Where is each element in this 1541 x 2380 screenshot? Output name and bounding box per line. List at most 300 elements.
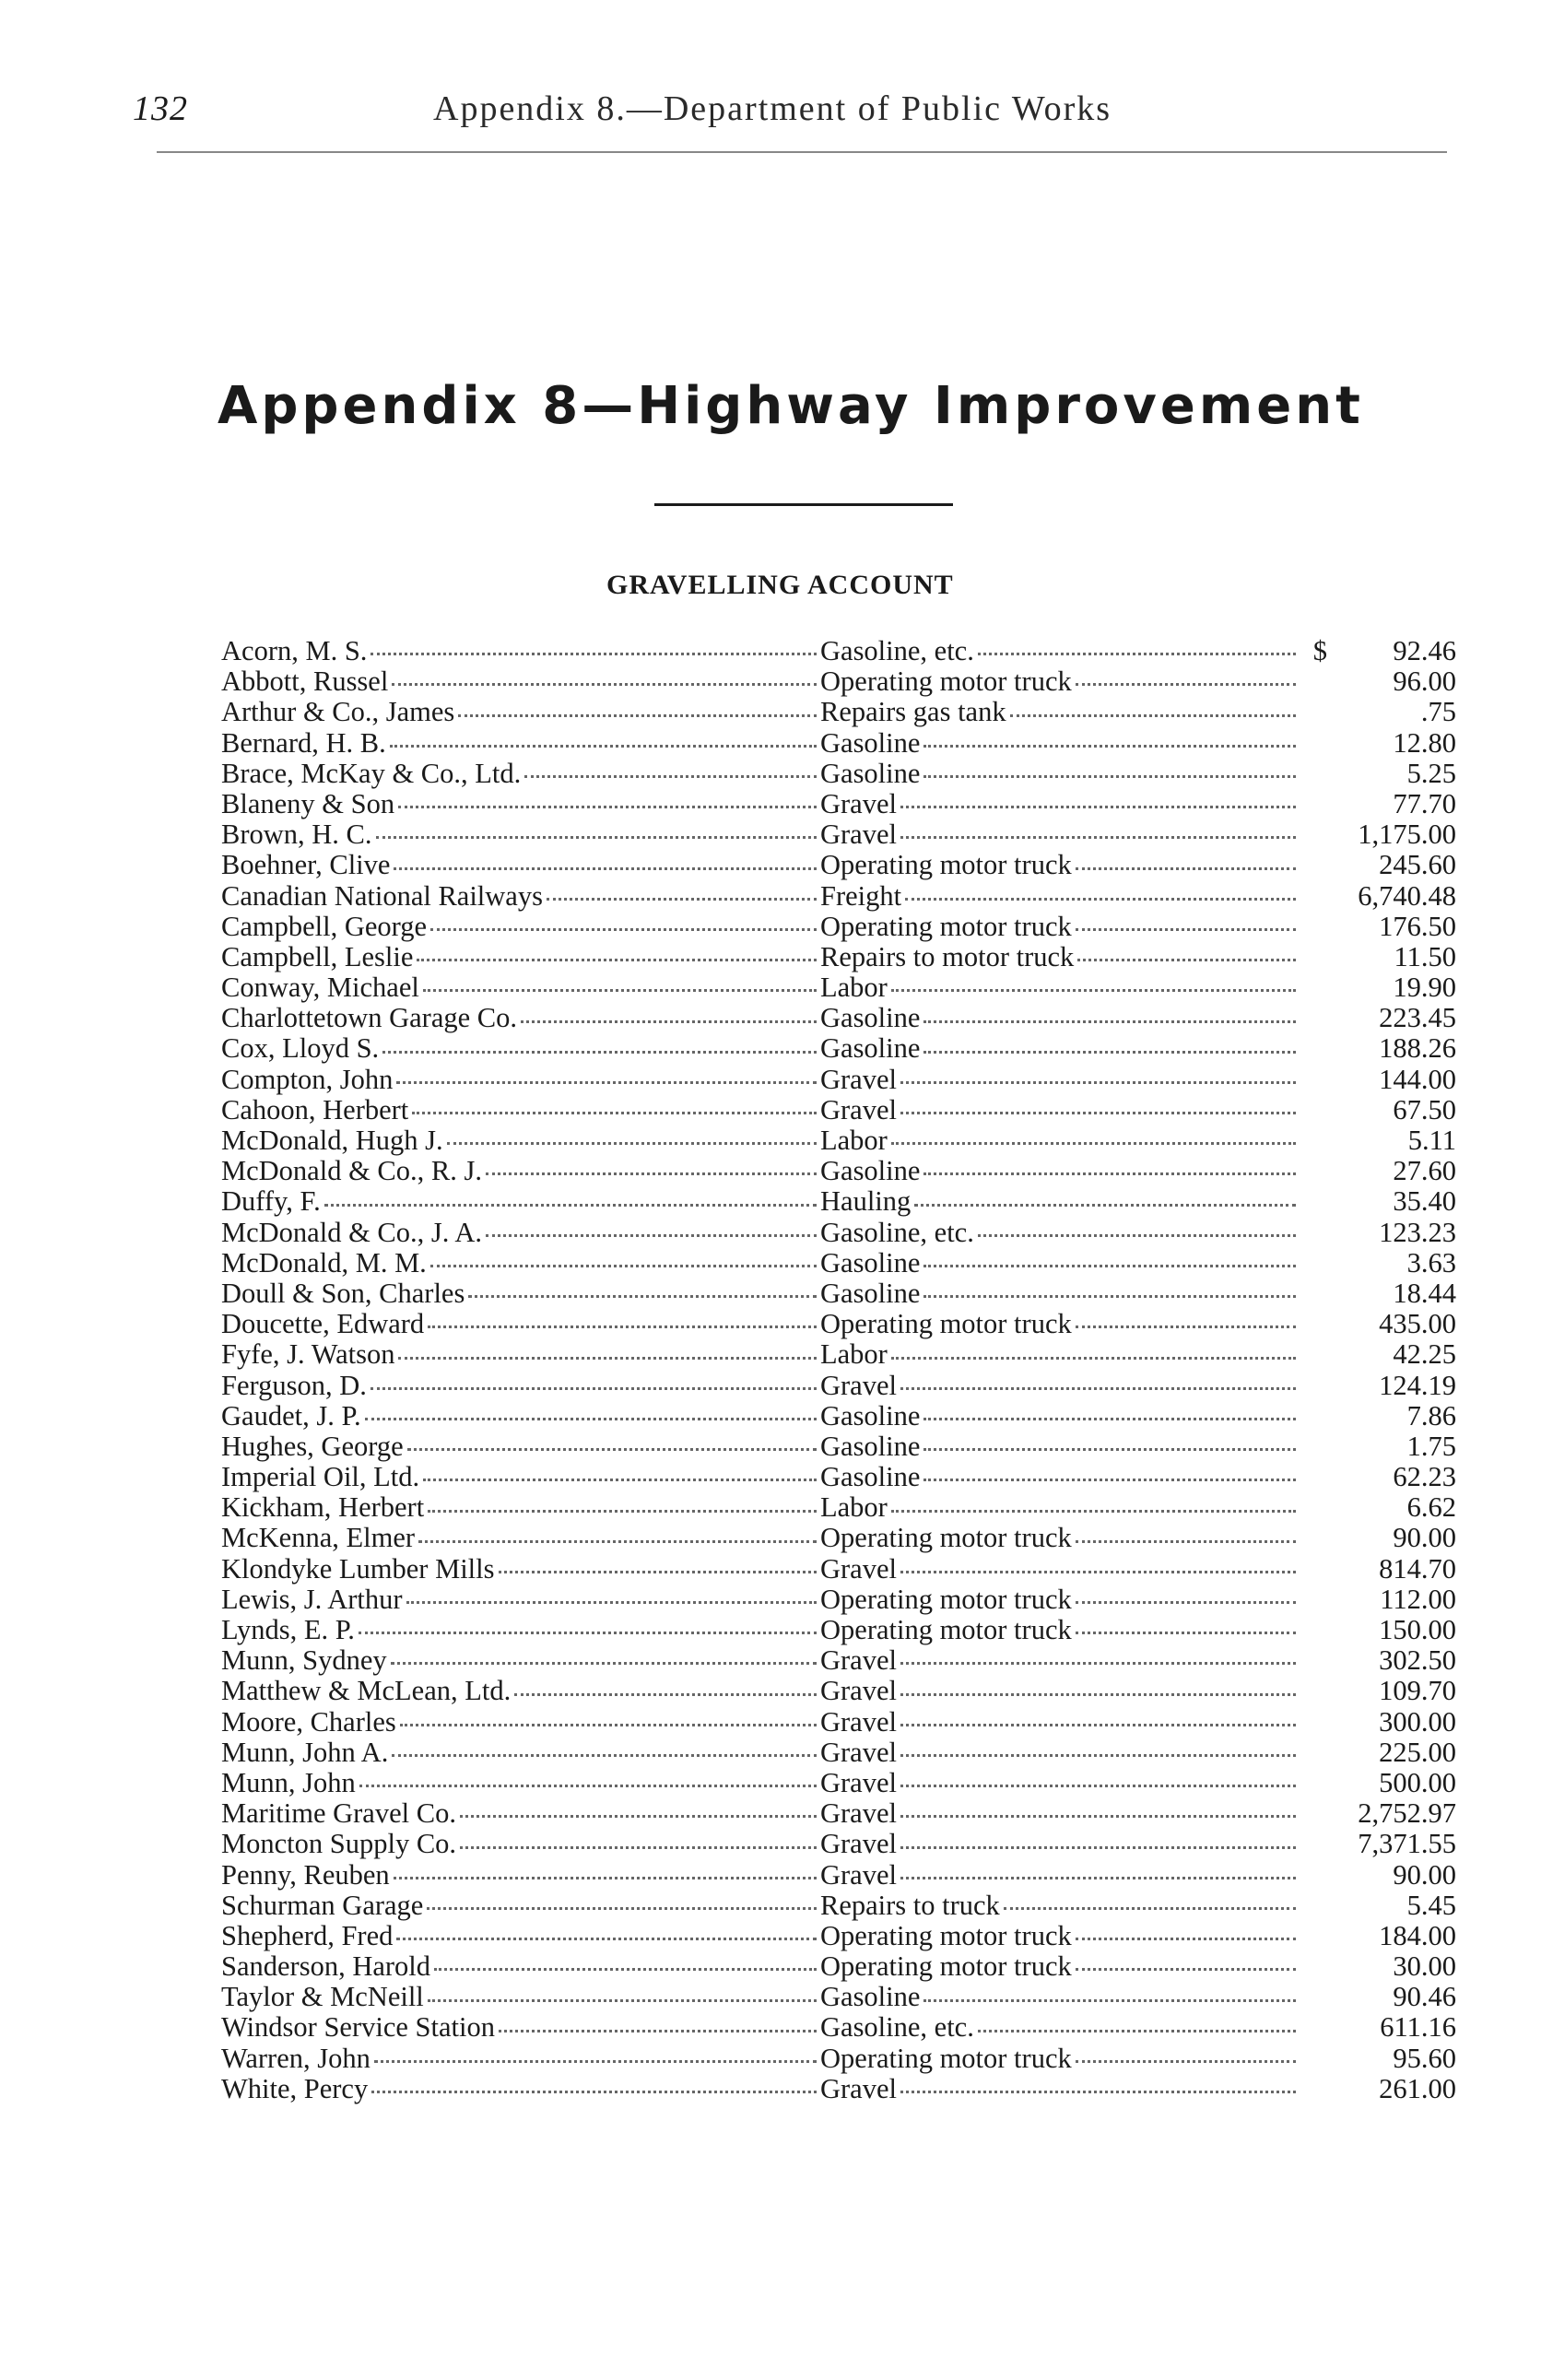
amount-value: 2,752.97 xyxy=(1358,1797,1456,1830)
payee-name: McDonald & Co., J. A. xyxy=(221,1217,482,1248)
amount-value: 814.70 xyxy=(1379,1552,1456,1585)
item-description: Operating motor truck xyxy=(820,1584,1072,1615)
table-row xyxy=(221,1768,1456,1798)
item-description: Operating motor truck xyxy=(820,1309,1072,1340)
item-cell xyxy=(820,1432,1300,1462)
amount-value: 62.23 xyxy=(1393,1461,1456,1493)
amount-value: 92.46 xyxy=(1393,635,1456,666)
item-description: Gasoline, etc. xyxy=(820,2012,974,2044)
item-cell xyxy=(820,2012,1300,2043)
dot-leader xyxy=(923,1982,1296,2001)
item-description: Gasoline, etc. xyxy=(820,636,974,666)
payee-name: Schurman Garage xyxy=(221,1890,424,1921)
amount-value: 500.00 xyxy=(1379,1766,1456,1798)
dot-leader xyxy=(1076,1585,1296,1604)
item-cell xyxy=(820,2074,1300,2104)
table-row xyxy=(221,2074,1456,2104)
item-description: Operating motor truck xyxy=(820,666,1072,698)
payee-name: Lynds, E. P. xyxy=(221,1615,355,1645)
amount-value: 35.40 xyxy=(1393,1185,1456,1218)
dot-leader xyxy=(460,1798,817,1818)
table-row xyxy=(221,1585,1456,1615)
dot-leader xyxy=(417,942,817,961)
dot-leader xyxy=(900,1065,1296,1084)
item-description: Gasoline xyxy=(820,1278,921,1309)
table-row xyxy=(221,1278,1456,1309)
item-description: Gravel xyxy=(820,1706,897,1738)
item-description: Operating motor truck xyxy=(820,1615,1072,1645)
item-cell xyxy=(820,1218,1300,1248)
amount-value: 27.60 xyxy=(1393,1155,1456,1187)
dot-leader xyxy=(430,1248,817,1267)
payee-name: Doucette, Edward xyxy=(221,1309,425,1340)
payee-name: Maritime Gravel Co. xyxy=(221,1798,456,1830)
dot-leader xyxy=(428,1309,817,1328)
dot-leader xyxy=(524,759,817,778)
dot-leader xyxy=(430,912,817,931)
dot-leader xyxy=(900,1798,1296,1818)
dot-leader xyxy=(396,1065,817,1084)
item-cell xyxy=(820,1278,1300,1309)
item-description: Gasoline xyxy=(820,1003,921,1034)
dot-leader xyxy=(900,819,1296,839)
item-description: Gravel xyxy=(820,1829,897,1860)
dot-leader xyxy=(434,1951,817,1971)
item-cell xyxy=(820,881,1300,912)
dot-leader xyxy=(499,2012,817,2032)
item-description: Operating motor truck xyxy=(820,911,1072,942)
payee-name: Shepherd, Fred xyxy=(221,1920,394,1951)
item-description: Gasoline xyxy=(820,1431,921,1462)
dot-leader xyxy=(486,1156,817,1175)
amount-value: 300.00 xyxy=(1379,1705,1456,1738)
payee-cell xyxy=(221,789,820,819)
item-description: Gravel xyxy=(820,1553,897,1585)
table-row xyxy=(221,1829,1456,1859)
item-cell xyxy=(820,1645,1300,1676)
dot-leader xyxy=(1076,1309,1296,1328)
dot-leader xyxy=(1076,912,1296,931)
dot-leader xyxy=(394,850,817,869)
dot-leader xyxy=(396,1921,817,1940)
item-description: Gasoline, etc. xyxy=(820,1217,974,1248)
item-description: Gravel xyxy=(820,1798,897,1830)
item-cell xyxy=(820,1125,1300,1156)
dot-leader xyxy=(460,1829,817,1848)
item-description: Gasoline xyxy=(820,1247,921,1278)
payee-cell xyxy=(221,2012,820,2043)
payee-cell xyxy=(221,1554,820,1585)
dot-leader xyxy=(400,1707,817,1726)
payee-name: McDonald & Co., R. J. xyxy=(221,1156,482,1187)
payee-name: Duffy, F. xyxy=(221,1186,321,1218)
payee-name: Moncton Supply Co. xyxy=(221,1829,457,1860)
payee-cell xyxy=(221,1860,820,1891)
item-cell xyxy=(820,942,1300,972)
payee-cell xyxy=(221,1033,820,1064)
table-row xyxy=(221,666,1456,697)
amount-value: 184.00 xyxy=(1379,1919,1456,1951)
dot-leader xyxy=(1004,1891,1296,1910)
dot-leader xyxy=(1076,1615,1296,1634)
page-title: Appendix 8—Highway Improvement xyxy=(218,376,1364,436)
ledger-table xyxy=(221,636,1456,2104)
dot-leader xyxy=(398,789,817,808)
payee-cell xyxy=(221,1645,820,1676)
item-description: Hauling xyxy=(820,1186,912,1218)
item-cell xyxy=(820,1309,1300,1339)
payee-name: Blaneny & Son xyxy=(221,788,395,819)
item-cell xyxy=(820,636,1300,666)
payee-name: Canadian National Railways xyxy=(221,880,543,912)
payee-cell xyxy=(221,819,820,850)
amount-value: 245.60 xyxy=(1379,849,1456,881)
item-cell xyxy=(820,1095,1300,1125)
amount-value: 611.16 xyxy=(1380,2011,1456,2044)
payee-cell xyxy=(221,1921,820,1951)
item-description: Gravel xyxy=(820,1064,897,1095)
dot-leader xyxy=(900,2074,1296,2093)
dot-leader xyxy=(447,1125,817,1145)
payee-name: Doull & Son, Charles xyxy=(221,1278,465,1309)
table-row xyxy=(221,1156,1456,1186)
dot-leader xyxy=(412,1095,817,1114)
running-header: Appendix 8.—Department of Public Works xyxy=(433,89,1112,128)
item-description: Operating motor truck xyxy=(820,850,1072,881)
payee-cell xyxy=(221,850,820,880)
payee-cell xyxy=(221,636,820,666)
section-title: GRAVELLING ACCOUNT xyxy=(606,570,954,600)
dot-leader xyxy=(376,819,817,839)
item-description: Gasoline xyxy=(820,727,921,759)
payee-name: Fyfe, J. Watson xyxy=(221,1339,395,1371)
payee-cell xyxy=(221,1186,820,1217)
payee-cell xyxy=(221,1738,820,1768)
amount-value: 1.75 xyxy=(1406,1430,1456,1462)
table-row xyxy=(221,912,1456,942)
item-cell xyxy=(820,789,1300,819)
payee-name: Ferguson, D. xyxy=(221,1370,367,1401)
table-row xyxy=(221,1492,1456,1523)
payee-name: Munn, John A. xyxy=(221,1737,389,1768)
amount-value: 7,371.55 xyxy=(1358,1828,1456,1860)
amount-value: 223.45 xyxy=(1379,1002,1456,1034)
table-row xyxy=(221,1860,1456,1891)
header-rule xyxy=(157,151,1447,153)
payee-cell xyxy=(221,942,820,972)
table-row xyxy=(221,1982,1456,2012)
payee-name: Warren, John xyxy=(221,2043,371,2074)
item-description: Freight xyxy=(820,880,902,912)
payee-cell xyxy=(221,1278,820,1309)
dot-leader xyxy=(423,972,817,992)
amount-value: 225.00 xyxy=(1379,1736,1456,1768)
item-cell xyxy=(820,1554,1300,1585)
dot-leader xyxy=(900,1676,1296,1695)
table-row xyxy=(221,1738,1456,1768)
payee-name: McDonald, Hugh J. xyxy=(221,1125,443,1156)
payee-cell xyxy=(221,1432,820,1462)
dot-leader xyxy=(923,1401,1296,1420)
item-cell xyxy=(820,1033,1300,1064)
item-cell xyxy=(820,1371,1300,1401)
payee-name: Compton, John xyxy=(221,1064,394,1095)
amount-value: 96.00 xyxy=(1393,666,1456,698)
dot-leader xyxy=(486,1218,817,1237)
payee-name: McKenna, Elmer xyxy=(221,1523,416,1554)
payee-cell xyxy=(221,666,820,697)
amount-value: 144.00 xyxy=(1379,1063,1456,1095)
dot-leader xyxy=(900,1707,1296,1726)
item-cell xyxy=(820,1401,1300,1432)
item-cell xyxy=(820,1982,1300,2012)
item-cell xyxy=(820,1860,1300,1891)
item-cell xyxy=(820,666,1300,697)
item-description: Repairs to truck xyxy=(820,1890,1000,1921)
amount-value: 6,740.48 xyxy=(1358,879,1456,912)
table-row xyxy=(221,1645,1456,1676)
payee-name: Lewis, J. Arthur xyxy=(221,1584,403,1615)
item-description: Labor xyxy=(820,1125,888,1156)
dot-leader xyxy=(914,1186,1296,1206)
payee-name: Imperial Oil, Ltd. xyxy=(221,1462,420,1493)
dot-leader xyxy=(900,1768,1296,1787)
item-cell xyxy=(820,1462,1300,1492)
dot-leader xyxy=(891,972,1296,992)
item-description: Gasoline xyxy=(820,1156,921,1187)
item-description: Repairs gas tank xyxy=(820,697,1006,728)
item-cell xyxy=(820,1921,1300,1951)
dot-leader xyxy=(371,1371,817,1390)
dot-leader xyxy=(900,1095,1296,1114)
item-cell xyxy=(820,1492,1300,1523)
dot-leader xyxy=(406,1585,817,1604)
table-row xyxy=(221,1125,1456,1156)
dot-leader xyxy=(891,1125,1296,1145)
table-row xyxy=(221,1186,1456,1217)
item-cell xyxy=(820,1829,1300,1859)
dot-leader xyxy=(547,881,817,901)
payee-cell xyxy=(221,2044,820,2074)
item-description: Gravel xyxy=(820,788,897,819)
item-cell xyxy=(820,759,1300,789)
amount-value: 42.25 xyxy=(1393,1338,1456,1371)
item-cell xyxy=(820,1676,1300,1706)
table-row xyxy=(221,1003,1456,1033)
payee-cell xyxy=(221,1982,820,2012)
payee-name: White, Percy xyxy=(221,2073,369,2104)
amount-value: 150.00 xyxy=(1379,1614,1456,1645)
payee-name: Moore, Charles xyxy=(221,1706,396,1738)
amount-value: 5.45 xyxy=(1406,1889,1456,1921)
table-row xyxy=(221,1218,1456,1248)
amount-value: 302.50 xyxy=(1379,1644,1456,1677)
payee-name: Charlottetown Garage Co. xyxy=(221,1003,518,1034)
payee-cell xyxy=(221,2074,820,2104)
item-description: Labor xyxy=(820,1492,888,1524)
dot-leader xyxy=(900,1371,1296,1390)
payee-cell xyxy=(221,1523,820,1553)
payee-cell xyxy=(221,728,820,759)
dot-leader xyxy=(359,1768,817,1787)
dot-leader xyxy=(407,1432,817,1451)
item-description: Gravel xyxy=(820,1645,897,1677)
item-description: Labor xyxy=(820,972,888,1004)
item-cell xyxy=(820,1065,1300,1095)
item-cell xyxy=(820,912,1300,942)
dot-leader xyxy=(900,1738,1296,1757)
payee-name: Bernard, H. B. xyxy=(221,727,386,759)
amount-value: 19.90 xyxy=(1393,972,1456,1004)
table-row xyxy=(221,1554,1456,1585)
table-row xyxy=(221,1462,1456,1492)
payee-cell xyxy=(221,1676,820,1706)
payee-name: Arthur & Co., James xyxy=(221,697,455,728)
title-rule xyxy=(654,503,953,506)
dot-leader xyxy=(978,1218,1296,1237)
payee-cell xyxy=(221,1951,820,1982)
amount-value: 112.00 xyxy=(1380,1583,1456,1615)
table-row xyxy=(221,1707,1456,1738)
dot-leader xyxy=(468,1278,817,1298)
table-row xyxy=(221,1095,1456,1125)
amount-value: 77.70 xyxy=(1393,787,1456,819)
dot-leader xyxy=(923,728,1296,748)
payee-name: Hughes, George xyxy=(221,1431,404,1462)
dot-leader xyxy=(365,1401,817,1420)
table-row xyxy=(221,2012,1456,2043)
payee-name: Gaudet, J. P. xyxy=(221,1400,361,1432)
payee-cell xyxy=(221,912,820,942)
payee-name: Klondyke Lumber Mills xyxy=(221,1553,495,1585)
dot-leader xyxy=(427,1891,817,1910)
payee-name: Abbott, Russel xyxy=(221,666,389,698)
amount-value: 123.23 xyxy=(1379,1216,1456,1248)
dot-leader xyxy=(891,1339,1296,1359)
dot-leader xyxy=(458,697,817,716)
table-row xyxy=(221,850,1456,880)
dot-leader xyxy=(374,2044,817,2063)
table-row xyxy=(221,1033,1456,1064)
payee-name: Taylor & McNeill xyxy=(221,1982,424,2013)
item-description: Gasoline xyxy=(820,1400,921,1432)
dot-leader xyxy=(1010,697,1296,716)
item-description: Operating motor truck xyxy=(820,1951,1072,1983)
dot-leader xyxy=(371,636,817,655)
amount-value: 30.00 xyxy=(1393,1950,1456,1983)
dot-leader xyxy=(390,728,817,748)
item-cell xyxy=(820,1707,1300,1738)
dot-leader xyxy=(392,666,817,686)
dot-leader xyxy=(923,1462,1296,1481)
dot-leader xyxy=(359,1615,817,1634)
item-description: Gravel xyxy=(820,1767,897,1798)
table-row xyxy=(221,1401,1456,1432)
table-row xyxy=(221,1432,1456,1462)
item-cell xyxy=(820,972,1300,1003)
dot-leader xyxy=(923,759,1296,778)
dot-leader xyxy=(382,1033,817,1053)
amount-value: 90.46 xyxy=(1393,1981,1456,2013)
item-cell xyxy=(820,1951,1300,1982)
payee-name: Conway, Michael xyxy=(221,972,419,1004)
payee-name: Windsor Service Station xyxy=(221,2012,495,2044)
payee-cell xyxy=(221,1003,820,1033)
item-cell xyxy=(820,728,1300,759)
dot-leader xyxy=(905,881,1296,901)
payee-name: Penny, Reuben xyxy=(221,1859,390,1891)
item-description: Gravel xyxy=(820,1370,897,1401)
item-description: Gasoline xyxy=(820,758,921,789)
table-row xyxy=(221,1615,1456,1645)
item-cell xyxy=(820,1339,1300,1370)
dot-leader xyxy=(521,1003,817,1022)
item-cell xyxy=(820,819,1300,850)
dot-leader xyxy=(514,1676,817,1695)
dot-leader xyxy=(891,1492,1296,1512)
item-description: Repairs to motor truck xyxy=(820,941,1075,972)
item-description: Gravel xyxy=(820,1859,897,1891)
payee-name: Brown, H. C. xyxy=(221,819,372,851)
table-row xyxy=(221,1676,1456,1706)
currency-symbol: $ xyxy=(1312,635,1327,666)
amount-value: 3.63 xyxy=(1406,1246,1456,1278)
dot-leader xyxy=(324,1186,817,1206)
payee-name: Boehner, Clive xyxy=(221,850,391,881)
dot-leader xyxy=(923,1003,1296,1022)
dot-leader xyxy=(1076,2044,1296,2063)
amount-value: 18.44 xyxy=(1393,1277,1456,1309)
dot-leader xyxy=(900,1829,1296,1848)
dot-leader xyxy=(499,1554,818,1573)
payee-cell xyxy=(221,1156,820,1186)
dot-leader xyxy=(428,1492,817,1512)
dot-leader xyxy=(1076,1523,1296,1542)
item-cell xyxy=(820,1615,1300,1645)
dot-leader xyxy=(900,789,1296,808)
payee-cell xyxy=(221,1798,820,1829)
payee-name: Brace, McKay & Co., Ltd. xyxy=(221,758,522,789)
amount-value: 12.80 xyxy=(1393,726,1456,759)
item-cell xyxy=(820,1891,1300,1921)
amount-value: 188.26 xyxy=(1379,1032,1456,1065)
dot-leader xyxy=(1076,1951,1296,1971)
table-row xyxy=(221,1891,1456,1921)
payee-name: Campbell, George xyxy=(221,911,428,942)
amount-value: 7.86 xyxy=(1406,1399,1456,1432)
dot-leader xyxy=(371,2074,817,2093)
table-row xyxy=(221,789,1456,819)
item-description: Gravel xyxy=(820,1676,897,1707)
amount-value: 67.50 xyxy=(1393,1093,1456,1125)
payee-name: McDonald, M. M. xyxy=(221,1247,427,1278)
payee-name: Campbell, Leslie xyxy=(221,941,414,972)
dot-leader xyxy=(418,1523,817,1542)
table-row xyxy=(221,1951,1456,1982)
table-row xyxy=(221,1921,1456,1951)
payee-cell xyxy=(221,759,820,789)
payee-cell xyxy=(221,697,820,727)
payee-cell xyxy=(221,972,820,1003)
dot-leader xyxy=(923,1432,1296,1451)
table-row xyxy=(221,1065,1456,1095)
item-description: Gasoline xyxy=(820,1033,921,1065)
item-description: Gravel xyxy=(820,2073,897,2104)
payee-cell xyxy=(221,1829,820,1859)
payee-name: Munn, John xyxy=(221,1767,356,1798)
amount-value: 90.00 xyxy=(1393,1522,1456,1554)
table-row xyxy=(221,1523,1456,1553)
